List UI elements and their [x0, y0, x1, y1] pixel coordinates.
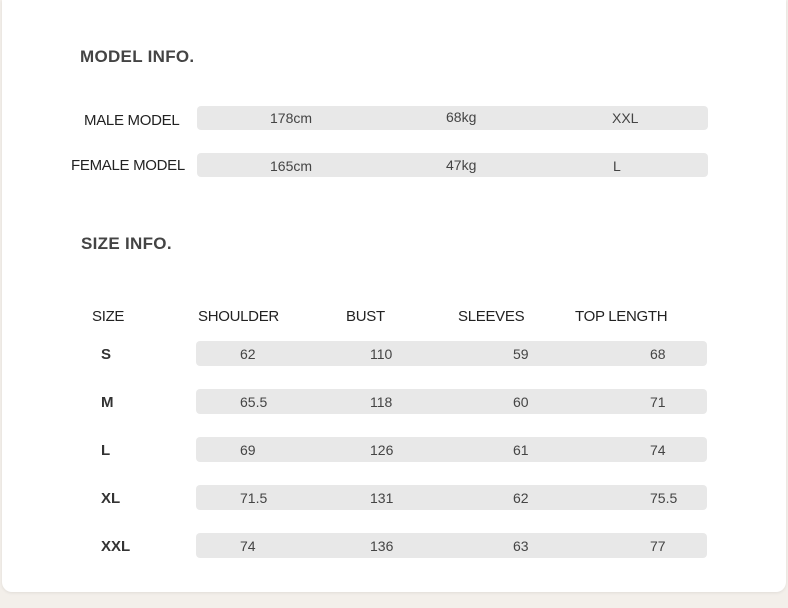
- model-size: L: [613, 158, 621, 174]
- bust-value: 136: [370, 538, 394, 554]
- model-row-label: FEMALE MODEL: [71, 157, 185, 174]
- column-header-size: SIZE: [92, 308, 125, 325]
- top-length-value: 74: [650, 442, 666, 458]
- top-length-value: 71: [650, 394, 666, 410]
- size-row-bar: [196, 437, 707, 462]
- size-label: L: [101, 442, 111, 459]
- sleeves-value: 62: [513, 490, 529, 506]
- top-length-value: 75.5: [650, 490, 678, 506]
- sleeves-value: 63: [513, 538, 529, 554]
- model-size: XXL: [612, 110, 639, 126]
- size-row-bar: [196, 485, 707, 510]
- size-label: S: [101, 346, 112, 363]
- column-header-bust: BUST: [346, 308, 385, 325]
- size-row-bar: [196, 389, 707, 414]
- model-height: 165cm: [270, 158, 313, 174]
- size-row-bar: [196, 533, 707, 558]
- shoulder-value: 71.5: [240, 490, 268, 506]
- shoulder-value: 74: [240, 538, 256, 554]
- model-weight: 47kg: [446, 157, 477, 173]
- bust-value: 110: [370, 346, 393, 362]
- bust-value: 118: [370, 394, 393, 410]
- size-chart-card: [2, 0, 786, 592]
- model-row-label: MALE MODEL: [84, 112, 180, 129]
- bust-value: 131: [370, 490, 394, 506]
- shoulder-value: 69: [240, 442, 256, 458]
- sleeves-value: 60: [513, 394, 529, 410]
- shoulder-value: 65.5: [240, 394, 268, 410]
- size-label: M: [101, 394, 114, 411]
- top-length-value: 77: [650, 538, 666, 554]
- model-weight: 68kg: [446, 109, 477, 125]
- sleeves-value: 61: [513, 442, 529, 458]
- bust-value: 126: [370, 442, 394, 458]
- size-row-bar: [196, 341, 707, 366]
- column-header-sleeves: SLEEVES: [458, 308, 525, 325]
- column-header-shoulder: SHOULDER: [198, 308, 279, 325]
- top-length-value: 68: [650, 346, 666, 362]
- model-height: 178cm: [270, 110, 313, 126]
- column-header-top-length: TOP LENGTH: [575, 308, 668, 325]
- sleeves-value: 59: [513, 346, 529, 362]
- size-label: XXL: [101, 538, 131, 555]
- shoulder-value: 62: [240, 346, 256, 362]
- model-info-title: MODEL INFO.: [80, 47, 195, 66]
- size-label: XL: [101, 490, 121, 507]
- size-info-title: SIZE INFO.: [81, 234, 172, 253]
